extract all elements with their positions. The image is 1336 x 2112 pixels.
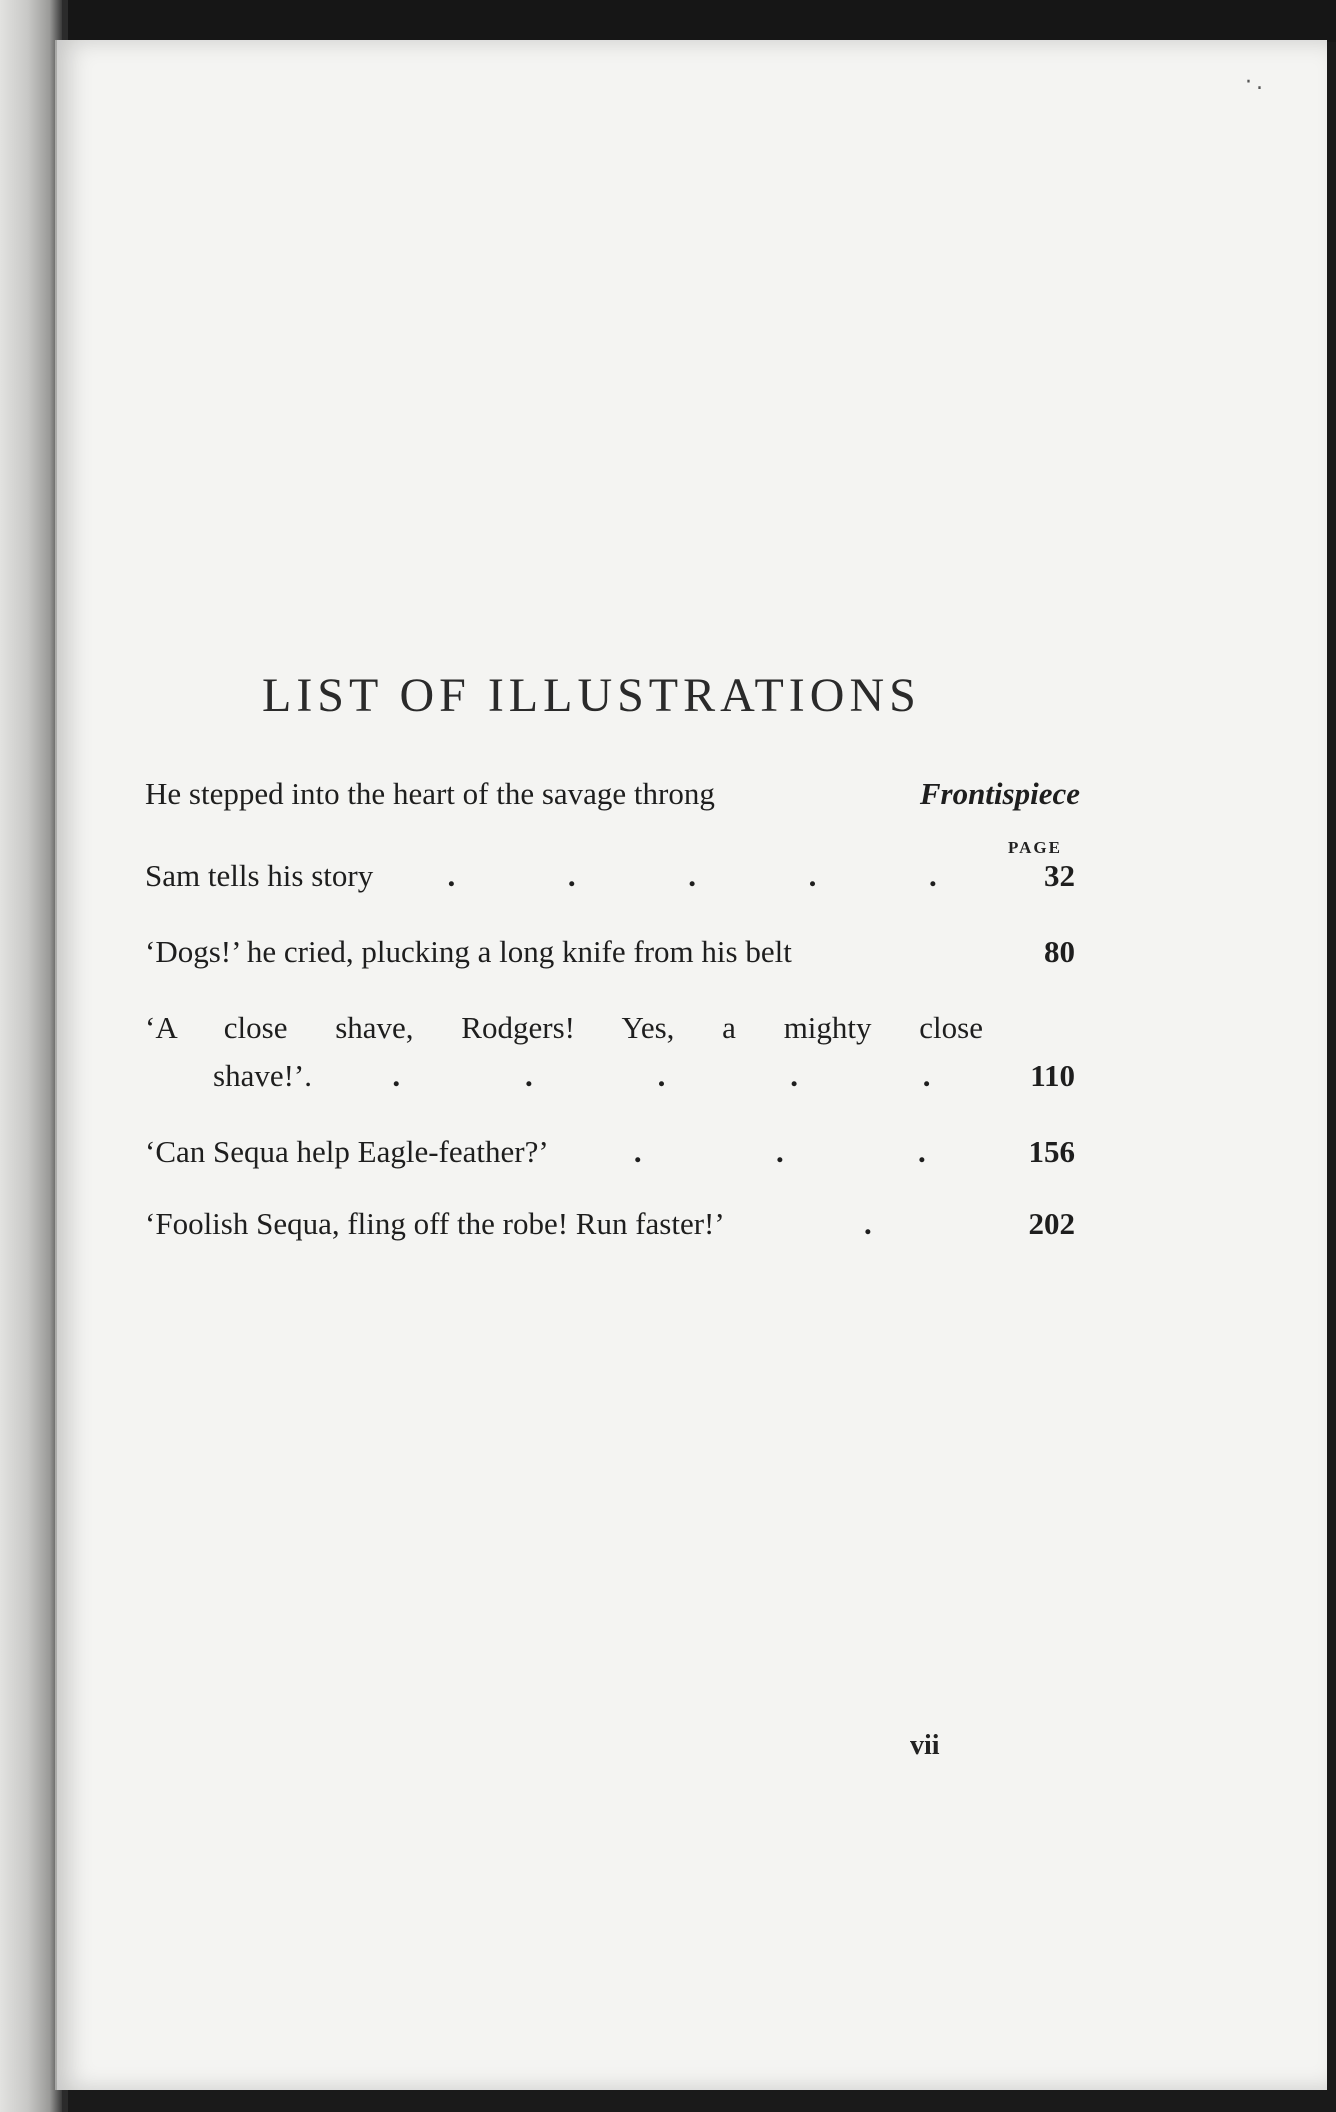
entry-page-number: 110 xyxy=(1030,1058,1075,1093)
entry-page-number: 32 xyxy=(1044,858,1075,893)
book-gutter xyxy=(0,0,62,2112)
dot-leader: . . . . . xyxy=(447,858,937,893)
entry-page-number: 156 xyxy=(1028,1134,1075,1169)
entry-caption-line-1: ‘A close shave, Rodgers! Yes, a mighty close xyxy=(145,1010,983,1045)
scan-specks: ·. xyxy=(1245,70,1267,95)
frontispiece-label: Frontispiece xyxy=(919,776,1080,811)
frontispiece-entry xyxy=(145,776,1080,812)
frontispiece-caption: He stepped into the heart of the savage throng xyxy=(145,776,715,811)
dot-leader: . . . . . xyxy=(392,1058,931,1093)
list-item xyxy=(145,858,1075,894)
dot-leader: . . . xyxy=(633,1134,926,1169)
entry-page-number: 80 xyxy=(1044,934,1075,969)
entry-caption: Sam tells his story xyxy=(145,858,374,893)
entry-caption: ‘Can Sequa help Eagle-feather?’ xyxy=(145,1134,549,1169)
list-item xyxy=(145,934,1075,970)
list-item xyxy=(145,1010,1075,1094)
list-item xyxy=(145,1134,1075,1170)
page-folio: vii xyxy=(910,1730,940,1761)
entry-page-number: 202 xyxy=(1028,1206,1075,1241)
dot-leader: . xyxy=(863,1206,872,1241)
page-title: LIST OF ILLUSTRATIONS xyxy=(262,669,921,722)
entry-caption: ‘Dogs!’ he cried, plucking a long knife from his belt xyxy=(145,934,792,969)
entry-caption: ‘Foolish Sequa, fling off the robe! Run faster!’ xyxy=(145,1206,725,1241)
page-column-label: PAGE xyxy=(1008,838,1062,857)
scan-top-border xyxy=(0,0,1336,42)
entry-caption-line-2: shave!’. xyxy=(213,1058,312,1093)
list-item xyxy=(145,1206,1075,1242)
